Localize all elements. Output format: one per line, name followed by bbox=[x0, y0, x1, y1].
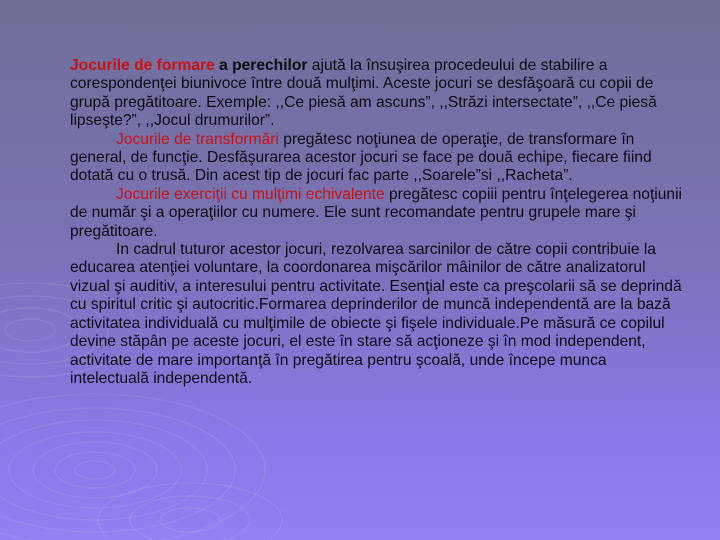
heading-jocuri-exercitii: Jocurile exerciţii cu mulţimi echivalente bbox=[116, 185, 385, 203]
paragraph-text: pregătesc copiii pentru înţelegerea noţiunii de număr şi a operaţiilor cu numere. Ele sunt recomandate pentru grupele mare şi pregătitoare. bbox=[70, 185, 683, 240]
paragraph-transformari bbox=[70, 131, 682, 186]
heading-jocuri-de-formare: Jocurile de formare bbox=[70, 57, 215, 74]
paragraph-multimi-echivalente bbox=[70, 186, 682, 241]
paragraph-text: ajută la însuşirea procedeului de stabilire a corespondenţei biunivoce între două mulţimi. Aceste jocuri se desfăşoară cu copii de grupă pregătitoare. Exemple: ,,Ce piesă am ascuns”, ,,Străzi intersectate”, ,,Ce piesă lipseşte?”, ,,Jocul drumurilor”. bbox=[70, 57, 657, 130]
paragraph-formare bbox=[70, 57, 682, 131]
paragraph-bold-tail: a perechilor bbox=[214, 57, 308, 74]
paragraph-text: In cadrul tuturor acestor jocuri, rezolvarea sarcinilor de către copii contribuie la educarea atenţiei voluntare, la coordonarea mişcărilor mâinilor de către analizatorul vizual şi auditiv, a interesului pentru activitate. Esenţial este ca preşcolarii să se deprindă cu spiritul critic şi autocritic.Formarea deprinderilor de muncă independentă are la bază activitatea individuală cu mulţimile de obiecte şi fişele individuale.Pe măsură ce copilul devine stăpân pe aceste jocuri, el este în stare să acţioneze şi în mod independent, activitate de mare importanţă în pregătirea pentru şcoală, unde începe munca intelectuală independentă. bbox=[70, 241, 682, 387]
paragraph-concluzie bbox=[70, 241, 682, 388]
body-text bbox=[70, 57, 682, 388]
paragraph-text: pregătesc noţiunea de operaţie, de transformare în general, de funcţie. Desfăşurarea acestor jocuri se face pe două echipe, fiecare fiind dotată cu o trusă. Din acest tip de jocuri fac parte ,,Soarele”si ,,Racheta”. bbox=[70, 130, 652, 185]
heading-jocuri-de-transformari: Jocurile de transformări bbox=[116, 130, 279, 148]
